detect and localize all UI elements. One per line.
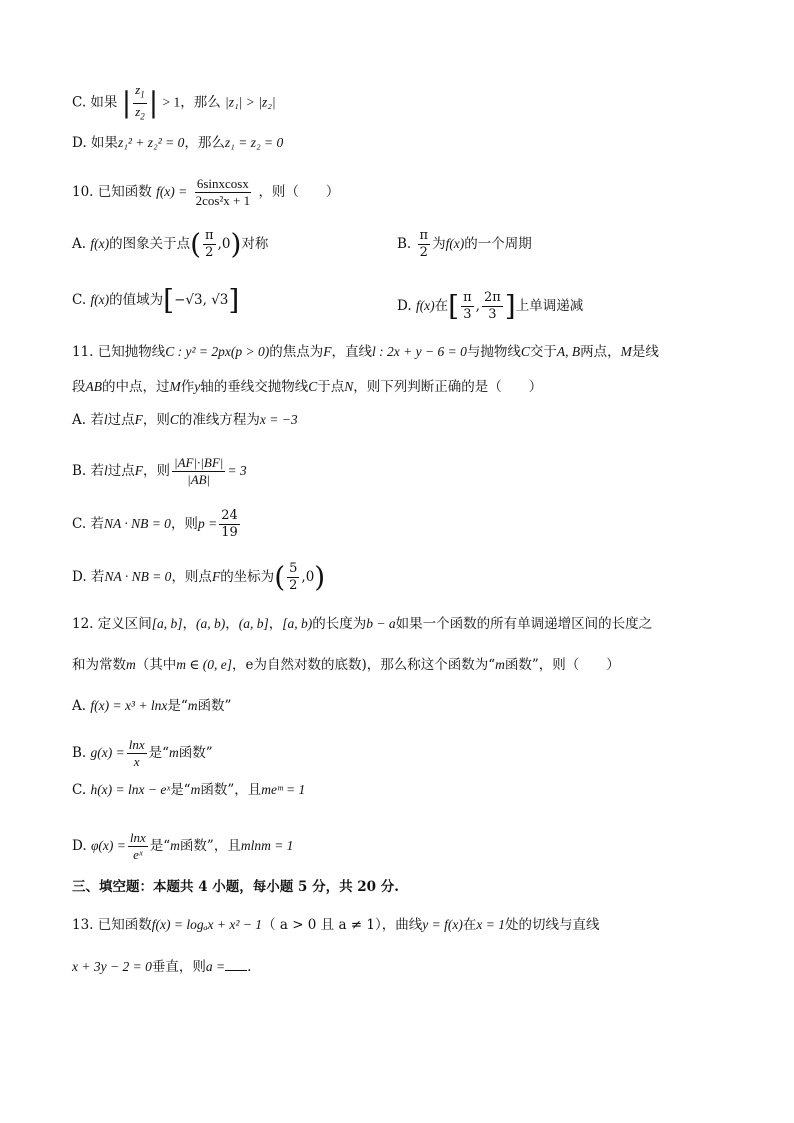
q13-line1 (72, 915, 599, 935)
q9-c-num: z (135, 82, 141, 97)
q9-c-fraction: $\frac{z_1}{z_2}$ (135, 82, 145, 122)
q11-d-num: 5 (289, 561, 298, 576)
q10-a-num: π (205, 228, 214, 243)
t: y = f(x) (422, 917, 463, 932)
q12-b-fraction (127, 737, 147, 770)
q10-option-a (72, 228, 268, 261)
t: . (247, 959, 252, 975)
q10-num: 6sinxcosx (196, 176, 249, 191)
q10-c-prefix: C. (72, 292, 87, 308)
q10-c-text1: 的值域为 (109, 292, 164, 308)
t: m (495, 657, 505, 672)
t: l (104, 463, 108, 478)
t: ，则 (142, 412, 170, 428)
q10-d-num1: π (463, 290, 472, 305)
bracket-right: ] (504, 289, 516, 323)
t: g(x) = (90, 745, 125, 760)
q10-stem (72, 176, 339, 209)
t: 函数” (178, 745, 213, 761)
q9-c-prefix: C. 如果 (72, 94, 118, 111)
t: m ∈ (0, e] (176, 657, 232, 672)
q10-d-den1: 3 (463, 307, 472, 322)
q10-stem-tail: ，则（ ） (258, 184, 340, 200)
t: 的焦点为 (269, 344, 324, 360)
t: F (134, 463, 144, 478)
q10-b-text2: 的一个周期 (464, 236, 532, 252)
q9-option-d (72, 133, 283, 153)
q10-a-text1: 的图象关于点 (109, 236, 191, 252)
q10-d-text2: 上单调递减 (515, 298, 584, 314)
t: m (126, 657, 136, 672)
t: 函数”，且 (200, 782, 262, 798)
t: A, B (556, 344, 581, 359)
q10-a-fraction (203, 228, 216, 261)
t: 的长度为 (312, 616, 367, 632)
t: b − a (366, 616, 396, 631)
q12-d-fraction (128, 830, 148, 863)
q11-line-l: l : 2x + y − 6 = 0 (372, 344, 467, 359)
t: AB (85, 379, 102, 394)
q12-a-f: f(x) = x³ + lnx (90, 698, 168, 713)
q11-d-den: 2 (289, 578, 298, 593)
t: (a, b] (238, 616, 269, 631)
q11-c-num: 24 (221, 508, 238, 523)
t: N (344, 379, 354, 394)
t: F (134, 412, 143, 427)
q12-option-b (72, 737, 213, 770)
q9-c-tail: |z₁| > |z₂| (225, 94, 276, 110)
t: p = (197, 516, 218, 531)
t: 函数”，则（ ） (504, 657, 620, 673)
q10-b-f: f(x) (445, 236, 465, 251)
t: B. (72, 745, 87, 761)
q11-option-b (72, 455, 247, 488)
q9-d-mid: ，那么 (184, 135, 225, 151)
q10-d-fraction1 (461, 290, 474, 323)
q11-option-a (72, 410, 298, 430)
q10-c-range: −√3, √3 (174, 292, 229, 308)
q11-option-c (72, 508, 242, 541)
t: （ a > 0 且 a ≠ 1），曲线 (262, 917, 423, 933)
t: m (190, 782, 201, 797)
q10-d-text1: 在 (434, 298, 449, 314)
t: C (520, 344, 530, 359)
t: C (169, 412, 179, 427)
t: 是线 (631, 344, 659, 360)
q10-d-f: f(x) (415, 298, 435, 313)
t: 于点 (317, 379, 345, 395)
q12-stem-line1 (72, 614, 652, 634)
t: 是“ (170, 782, 191, 798)
q11-c-fraction (219, 508, 240, 541)
t: D. (72, 838, 87, 854)
q10-b-num: π (419, 228, 429, 243)
t: 如果一个函数的所有单调递增区间的长度之 (395, 616, 653, 632)
q9-d-math: z₁² + z₂² = 0 (117, 135, 185, 150)
t: ，则下列判断正确的是（ ） (353, 379, 543, 395)
t: (a, b) (196, 616, 226, 631)
t: 是“ (167, 698, 188, 714)
t: 的中点，过 (102, 379, 170, 395)
t: ， (268, 616, 283, 632)
q10-b-prefix: B. (397, 236, 412, 252)
q10-d-num2: 2π (483, 290, 501, 305)
paren-right: ) (230, 227, 242, 261)
t: 在 (462, 917, 477, 933)
t: 处的切线与直线 (504, 917, 600, 933)
t: 函数”，且 (179, 838, 241, 854)
t: D. 若 (72, 569, 105, 585)
t: 两点， (580, 344, 621, 360)
section-heading: 三、填空题：本题共 4 小题，每小题 5 分，共 20 分. (72, 879, 399, 895)
t: m (169, 745, 179, 760)
q12-option-a (72, 696, 231, 716)
q11-b-den: |AB| (187, 472, 211, 487)
t: C. 若 (72, 516, 104, 532)
q10-stem-prefix: 10. 已知函数 (72, 184, 152, 200)
t: 函数” (197, 698, 232, 714)
abs-bar-left: | (121, 86, 132, 120)
q10-b-text1: 为 (432, 236, 446, 252)
t: 13. 已知函数 (72, 917, 152, 933)
q9-option-c (72, 82, 276, 124)
q10-b-den: 2 (419, 245, 428, 260)
q10-option-d: D. f(x)在[ $\frac{\pi}{3}$ , $\frac{2\pi}{3}$ ]上单调递减 (397, 289, 584, 323)
t: φ(x) = (90, 838, 126, 853)
t: m (187, 698, 198, 713)
answer-blank[interactable] (225, 958, 247, 971)
t: A. (72, 698, 87, 714)
q11-a-eq: x = −3 (259, 412, 298, 427)
t: ，e为自然对数的底数)，那么称这个函数为“ (231, 657, 496, 673)
t: M (169, 379, 181, 394)
q10-d-prefix: D. (397, 298, 412, 314)
q10-a-prefix: A. (72, 236, 87, 252)
t: [a, b) (282, 616, 313, 631)
t: ,0 (301, 569, 315, 585)
q11-c-den: 19 (221, 525, 238, 540)
q10-d-fraction2 (482, 290, 503, 323)
t: ， (182, 616, 197, 632)
t: 11. 已知抛物线 (72, 344, 166, 360)
q10-c-f: f(x) (90, 292, 110, 307)
q12-option-d (72, 830, 293, 863)
t: C (308, 379, 318, 394)
bracket-right: ] (228, 283, 240, 317)
t: 是“ (148, 745, 170, 761)
t: 垂直，则 (151, 959, 206, 975)
q11-d-fraction (287, 561, 299, 594)
q10-option-c (72, 283, 240, 317)
t: [a, b] (151, 616, 183, 631)
paren-right: ) (314, 560, 326, 594)
q10-b-fraction (418, 228, 431, 261)
t: F (211, 569, 221, 584)
t: 过点 (107, 412, 135, 428)
q13-line2 (72, 957, 251, 977)
t: 与抛物线 (466, 344, 521, 360)
q12-b-den: x (133, 754, 140, 769)
q13-line-eq: x + 3y − 2 = 0 (72, 959, 152, 974)
t: = 3 (227, 463, 247, 478)
t: l (103, 412, 108, 427)
q11-parabola: C : y² = 2px(p > 0) (165, 344, 270, 359)
t: 交于 (529, 344, 557, 360)
q11-b-num: |AF|·|BF| (174, 455, 224, 470)
q11-b-fraction (172, 455, 225, 488)
bracket-left: [ (448, 289, 460, 323)
t: 的准线方程为 (178, 412, 260, 428)
t: （其中 (135, 657, 177, 673)
t: 过点 (107, 463, 135, 479)
q11-d-vec: NA · NB = 0 (104, 569, 172, 584)
t: ，则 (143, 463, 171, 479)
q9-d-tail: z₁ = z₂ = 0 (224, 135, 284, 150)
t: C. (72, 782, 87, 798)
q12-stem-line2 (72, 655, 620, 675)
t: B. 若 (72, 463, 105, 479)
q12-option-c (72, 780, 305, 800)
q12-b-num: lnx (128, 737, 145, 752)
q11-c-vec: NA · NB = 0 (103, 516, 171, 531)
q10-a-f: f(x) (90, 236, 110, 251)
t: M (620, 344, 632, 359)
q10-a-point-tail: ,0 (217, 236, 231, 252)
t: m (170, 838, 180, 853)
t: A. 若 (72, 412, 104, 428)
bracket-left: [ (163, 283, 175, 317)
t: ，直线 (331, 344, 373, 360)
q13-f: f(x) = logₐx + x² − 1 (151, 917, 263, 932)
paren-left: ( (190, 227, 202, 261)
q10-fraction (194, 176, 253, 209)
q9-d-prefix: D. 如果 (72, 135, 118, 151)
q10-option-b (397, 228, 532, 261)
t: 轴的垂线交抛物线 (200, 379, 309, 395)
t: 的坐标为 (220, 569, 275, 585)
t: meᵐ = 1 (261, 782, 306, 797)
t: y (194, 379, 201, 394)
q10-a-den: 2 (205, 245, 214, 260)
t: 是“ (149, 838, 171, 854)
t: 作 (180, 379, 195, 395)
q12-c-f: h(x) = lnx − eˣ (90, 782, 171, 797)
q10-a-text2: 对称 (241, 236, 269, 252)
abs-bar-right: | (148, 86, 159, 120)
t: a = (205, 959, 226, 974)
q11-stem-line1 (72, 342, 659, 362)
q9-c-mid: > 1，那么 (162, 94, 221, 110)
q9-c-den: z (135, 103, 141, 119)
q10-den: 2cos²x + 1 (195, 193, 251, 208)
t: x = 1 (476, 917, 505, 932)
t: mlnm = 1 (240, 838, 294, 853)
t: ，则 (170, 516, 198, 532)
q12-d-num: lnx (129, 830, 146, 845)
q10-f-label: f(x) = (156, 184, 188, 199)
t: ，则点 (171, 569, 212, 585)
t: 和为常数 (72, 657, 126, 673)
q11-stem-line2 (72, 377, 542, 397)
q12-d-den: eˣ (133, 847, 143, 862)
t: F (323, 344, 332, 359)
paren-left: ( (274, 560, 286, 594)
t: 段 (72, 379, 86, 395)
t: 12. 定义区间 (72, 616, 152, 632)
t: ， (225, 616, 239, 632)
q10-d-den2: 3 (488, 307, 497, 322)
q11-option-d (72, 561, 325, 594)
